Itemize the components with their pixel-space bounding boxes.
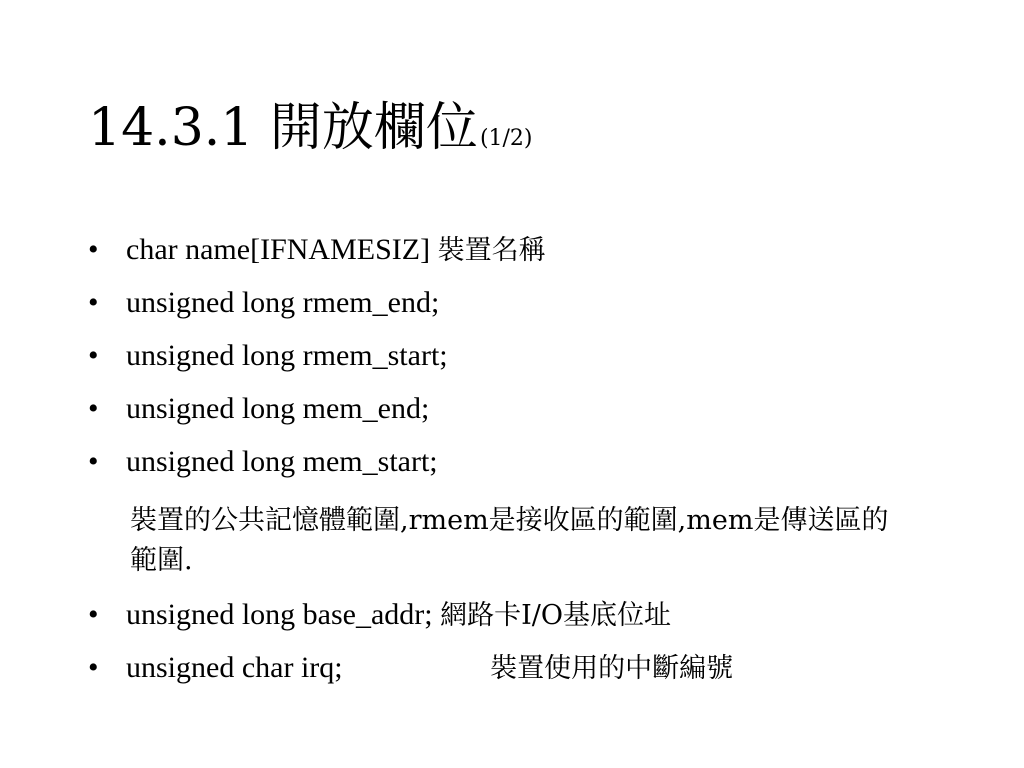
- list-item: [88, 228, 988, 281]
- bullet-icon: •: [88, 651, 99, 684]
- bullet-icon: •: [88, 339, 99, 372]
- field-declaration: unsigned long rmem_end;: [126, 286, 440, 319]
- field-description: 裝置名稱: [437, 235, 546, 266]
- bullet-icon: •: [88, 392, 99, 425]
- title-part-indicator: (1/2): [479, 126, 533, 151]
- memory-range-note: 裝置的公共記憶體範圍,rmem是接收區的範圍,mem是傳送區的範圍.: [130, 505, 889, 576]
- slide-title: [88, 98, 533, 158]
- list-item: [88, 593, 988, 646]
- field-description: 網路卡I/O基底位址: [440, 600, 672, 631]
- title-main: 14.3.1 開放欄位: [88, 98, 478, 158]
- list-item: [88, 440, 988, 493]
- list-item: [88, 281, 988, 334]
- list-item: [88, 646, 988, 699]
- field-declaration: unsigned long mem_end;: [126, 392, 430, 425]
- field-description: 裝置使用的中斷編號: [490, 653, 734, 684]
- field-declaration: unsigned long mem_start;: [126, 445, 438, 478]
- list-item: [88, 387, 988, 440]
- bullet-icon: •: [88, 233, 99, 266]
- bullet-icon: •: [88, 445, 99, 478]
- field-declaration: char name[IFNAMESIZ]: [126, 233, 431, 266]
- bullet-list: [88, 228, 988, 699]
- field-declaration: unsigned char irq;: [126, 651, 343, 684]
- list-item: [88, 334, 988, 387]
- bullet-icon: •: [88, 286, 99, 319]
- field-declaration: unsigned long base_addr;: [126, 598, 433, 631]
- field-declaration: unsigned long rmem_start;: [126, 339, 448, 372]
- bullet-icon: •: [88, 598, 99, 631]
